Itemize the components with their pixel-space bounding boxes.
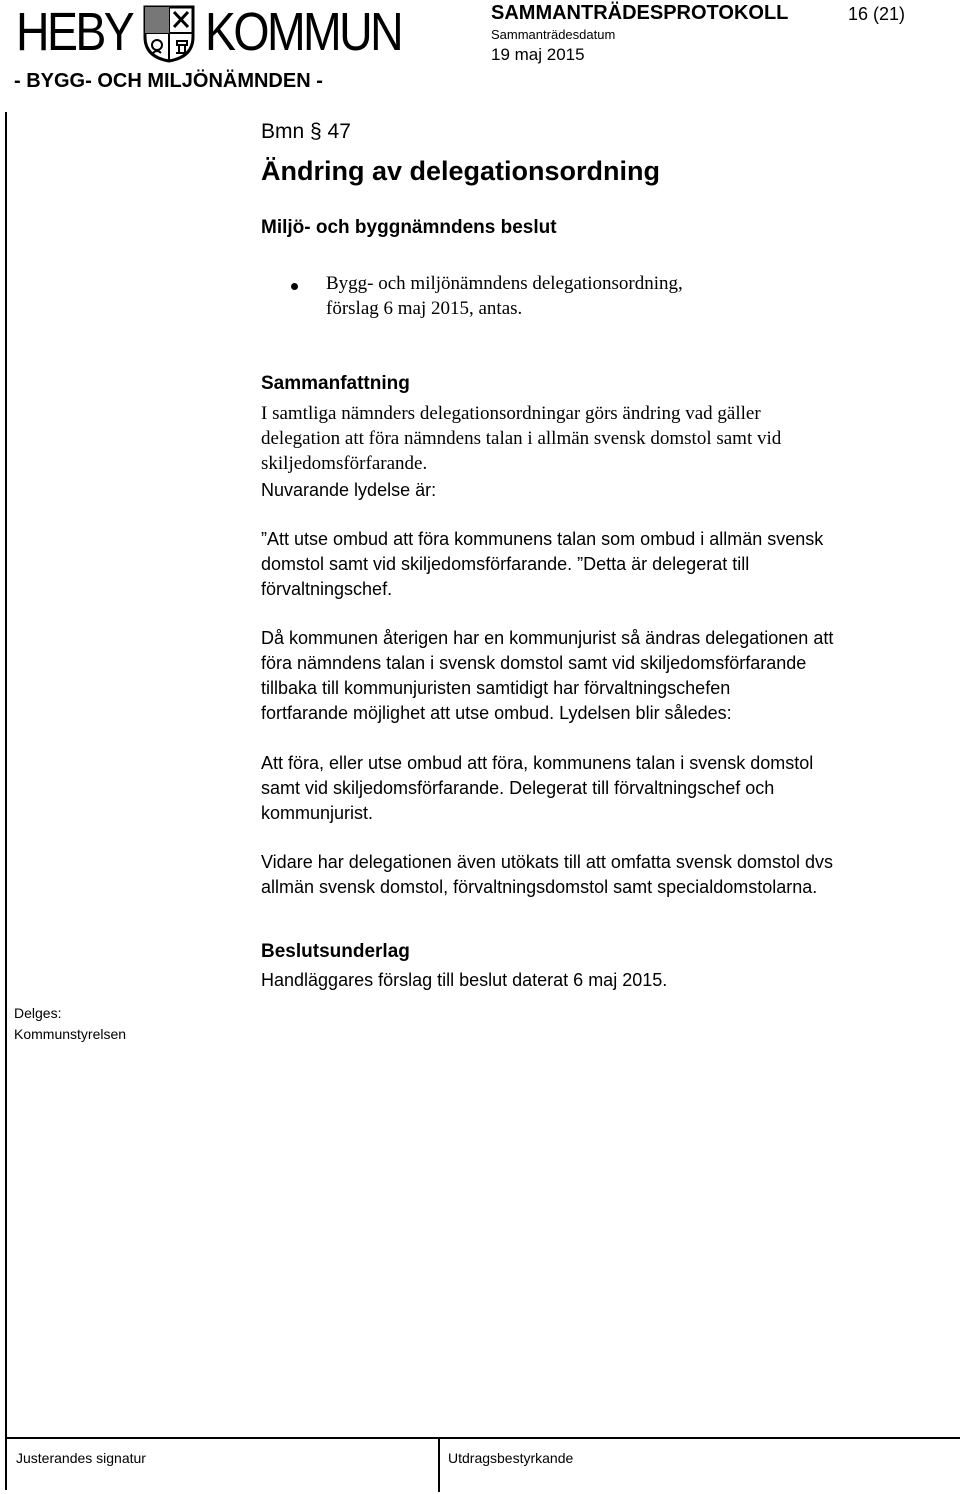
page-number: 16 (21) <box>848 4 906 24</box>
text-line: tillbaka till kommunjuristen samtidigt har förvaltningschefen <box>261 678 731 698</box>
department-name: - BYGG- OCH MILJÖNÄMNDEN - <box>14 70 323 92</box>
decision-heading: Miljö- och byggnämndens beslut <box>261 217 557 238</box>
document-title: SAMMANTRÄDESPROTOKOLL <box>491 2 789 24</box>
text-line: allmän svensk domstol, förvaltningsdomstol samt specialdomstolarna. <box>261 877 818 897</box>
text-line: delegation att föra nämndens talan i allmän svensk domstol samt vid <box>261 428 782 449</box>
certification-label: Utdragsbestyrkande <box>448 1450 574 1466</box>
signature-label: Justerandes signatur <box>16 1450 146 1466</box>
decision-basis-heading: Beslutsunderlag <box>261 941 410 962</box>
current-wording-label: Nuvarande lydelse är: <box>261 480 437 500</box>
bullet-icon <box>291 283 298 290</box>
text-line: ”Att utse ombud att föra kommunens talan som ombud i allmän svensk <box>261 529 824 549</box>
summary-paragraph <box>261 401 941 476</box>
distribution <box>14 1003 126 1045</box>
text-line: Att föra, eller utse ombud att föra, kommunens talan i svensk domstol <box>261 753 814 773</box>
text-line: Vidare har delegationen även utökats till att omfatta svensk domstol dvs <box>261 852 833 872</box>
logo-kommun: KOMMUN <box>205 2 402 62</box>
distribution-recipient: Kommunstyrelsen <box>14 1026 127 1042</box>
text-line: skiljedomsförfarande. <box>261 453 428 474</box>
text-line: kommunjurist. <box>261 803 374 823</box>
current-wording-quote <box>261 527 941 602</box>
distribution-label: Delges: <box>14 1005 62 1021</box>
summary-heading: Sammanfattning <box>261 373 410 394</box>
text-line: fortfarande möjlighet att utse ombud. Lydelsen blir således: <box>261 703 732 723</box>
logo-heby: HEBY <box>16 2 133 62</box>
case-number: Bmn § 47 <box>261 120 351 143</box>
text-line: samt vid skiljedomsförfarande. Delegerat till förvaltningschef och <box>261 778 775 798</box>
text-line: föra nämndens talan i svensk domstol samt vid skiljedomsförfarande <box>261 653 807 673</box>
case-title: Ändring av delegationsordning <box>261 156 661 186</box>
decision-basis-text: Handläggares förslag till beslut daterat 6 maj 2015. <box>261 970 668 990</box>
footer-divider <box>438 1437 440 1492</box>
text-line: Då kommunen återigen har en kommunjurist så ändras delegationen att <box>261 628 834 648</box>
text-line: I samtliga nämnders delegationsordningar görs ändring vad gäller <box>261 403 761 424</box>
meeting-date-label: Sammanträdesdatum <box>491 27 616 42</box>
text-line: domstol samt vid skiljedomsförfarande. ”Detta är delegerat till <box>261 554 750 574</box>
new-wording-paragraph <box>261 751 941 826</box>
text-line: förvaltningschef. <box>261 579 393 599</box>
municipal-crest-icon <box>141 3 197 63</box>
decision-bullet-line: förslag 6 maj 2015, antas. <box>326 298 523 319</box>
extension-paragraph <box>261 850 951 900</box>
decision-bullet <box>326 271 926 321</box>
footer-rule <box>5 1437 960 1439</box>
left-margin-rule <box>5 112 7 1490</box>
decision-bullet-line: Bygg- och miljönämndens delegationsordning, <box>326 273 683 294</box>
change-paragraph <box>261 626 941 726</box>
meeting-date: 19 maj 2015 <box>491 45 585 64</box>
